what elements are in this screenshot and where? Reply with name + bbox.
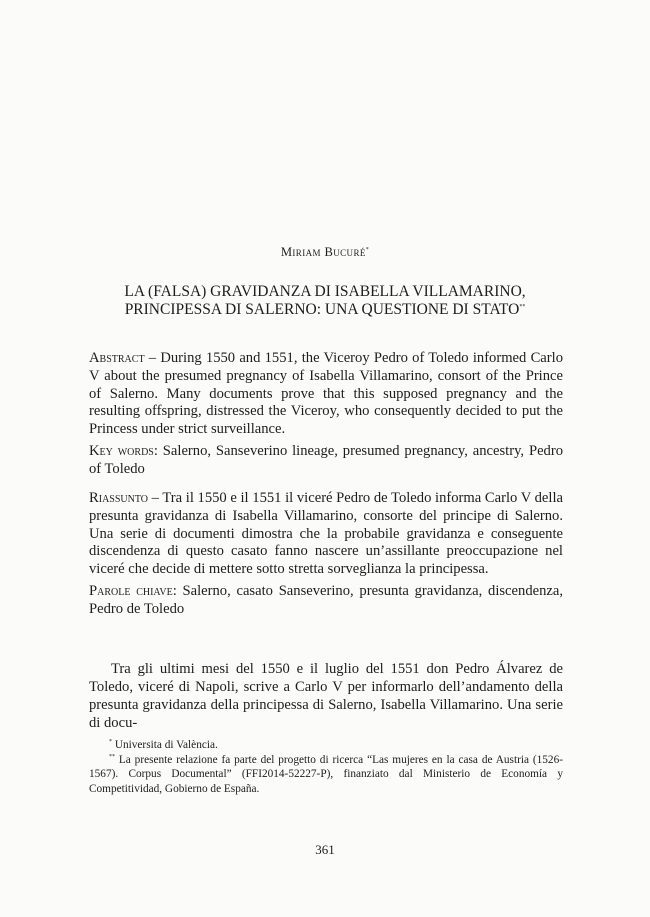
footnote-2	[89, 753, 563, 797]
page-number: 361	[315, 842, 335, 857]
title-line-2	[40, 301, 610, 319]
author-name: Miriam Bucuré	[280, 245, 366, 259]
abstract-label: Abstract	[89, 350, 145, 366]
title-footnote-mark: **	[519, 303, 526, 310]
footnote-1-mark: *	[109, 739, 112, 746]
footnote-1	[89, 738, 563, 753]
footnote-2-mark: **	[109, 753, 115, 760]
keywords-label: Key words	[89, 443, 154, 459]
abstract	[89, 350, 563, 439]
footnote-1-text: Universita di València.	[114, 739, 218, 751]
title-line-2-text: PRINCIPESSA DI SALERNO: UNA QUESTIONE DI STATO	[124, 301, 520, 318]
footnote-2-text: La presente relazione fa parte del progetto di ricerca “Las mujeres en la casa de Austria (1526-1567). Corpus Documental” (FFI2014-52227-P), finanziato dal Ministerio de Economía y Competitividad, Gobierno de España.	[89, 753, 563, 795]
parole-text: : Salerno, casato Sanseverino, presunta gravidanza, discendenza, Pedro de Toledo	[89, 583, 563, 617]
riassunto-label: Riassunto	[89, 490, 149, 506]
parole-chiave	[89, 583, 563, 619]
keywords-text: : Salerno, Sanseverino lineage, presumed pregnancy, ancestry, Pedro of Toledo	[89, 443, 564, 477]
author-footnote-mark: *	[365, 246, 370, 253]
footnotes	[89, 738, 563, 796]
parole-label: Parole chiave	[89, 583, 173, 599]
author-line	[0, 245, 650, 260]
title-line-1: LA (FALSA) GRAVIDANZA DI ISABELLA VILLAMARINO,	[124, 283, 526, 300]
article-title	[40, 283, 610, 319]
abstract-text: – During 1550 and 1551, the Viceroy Pedro of Toledo informed Carlo V about the presumed pregnancy of Isabella Villamarino, consort of the Prince of Salerno. Many documents prove that this supposed pregnancy and the resulting offspring, distressed the Viceroy, who consequently decided to put the Princess under strict surveillance.	[89, 350, 563, 438]
riassunto	[89, 490, 563, 579]
keywords	[89, 443, 563, 479]
riassunto-text: – Tra il 1550 e il 1551 il viceré Pedro de Toledo informa Carlo V della presunta gravidanza di Isabella Villamarino, consorte del principe di Salerno. Una serie di documenti dimostra che la probabile gravidanza e conseguente discendenza di questo casato fanno nascere un’assillante preoccupazione nel viceré che decide di mettere sotto stretta sorveglianza la principessa.	[89, 490, 563, 578]
body-paragraph: Tra gli ultimi mesi del 1550 e il luglio del 1551 don Pedro Álvarez de Toledo, viceré di Napoli, scrive a Carlo V per informarlo dell’andamento della presunta gravidanza della principessa di Salerno, Isabella Villamarino. Una serie di docu-	[89, 661, 563, 731]
